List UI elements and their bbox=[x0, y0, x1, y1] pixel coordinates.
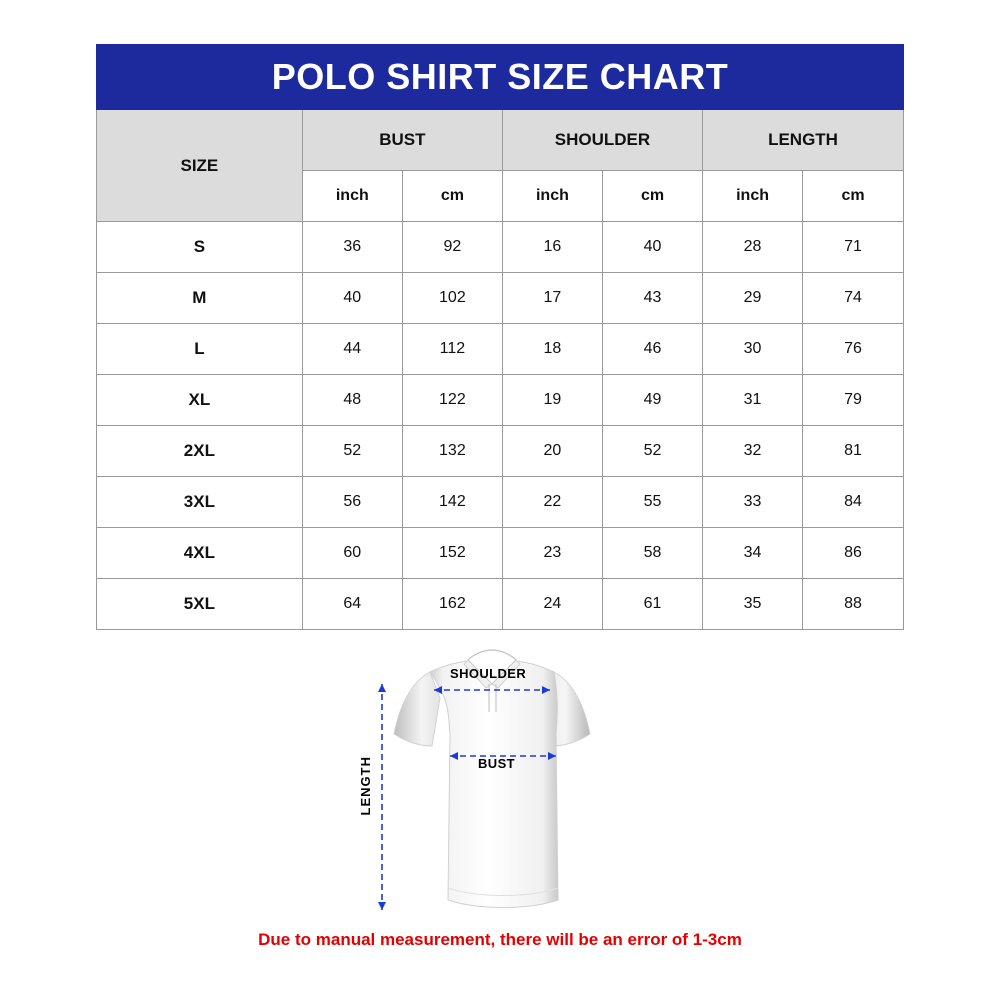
table-row bbox=[97, 324, 904, 375]
unit-length-inch: inch bbox=[703, 171, 803, 222]
column-header-shoulder: SHOULDER bbox=[502, 110, 702, 171]
unit-length-cm: cm bbox=[803, 171, 904, 222]
table-row bbox=[97, 426, 904, 477]
unit-bust-cm: cm bbox=[402, 171, 502, 222]
cell-shoulder-cm: 40 bbox=[602, 222, 702, 273]
size-chart-container bbox=[96, 44, 904, 630]
table-row bbox=[97, 222, 904, 273]
page-title: POLO SHIRT SIZE CHART bbox=[97, 45, 904, 110]
cell-length-cm: 71 bbox=[803, 222, 904, 273]
cell-bust-inch: 40 bbox=[302, 273, 402, 324]
measurement-note: Due to manual measurement, there will be an error of 1-3cm bbox=[258, 930, 742, 949]
cell-bust-inch: 64 bbox=[302, 579, 402, 630]
cell-shoulder-inch: 19 bbox=[502, 375, 602, 426]
bust-label: BUST bbox=[478, 756, 515, 771]
size-chart-table bbox=[96, 44, 904, 630]
table-row bbox=[97, 579, 904, 630]
cell-size: 4XL bbox=[97, 528, 303, 579]
cell-length-cm: 74 bbox=[803, 273, 904, 324]
cell-length-cm: 76 bbox=[803, 324, 904, 375]
cell-bust-cm: 142 bbox=[402, 477, 502, 528]
cell-bust-cm: 152 bbox=[402, 528, 502, 579]
cell-bust-inch: 48 bbox=[302, 375, 402, 426]
cell-size: L bbox=[97, 324, 303, 375]
cell-length-inch: 35 bbox=[703, 579, 803, 630]
cell-shoulder-cm: 61 bbox=[602, 579, 702, 630]
cell-shoulder-inch: 17 bbox=[502, 273, 602, 324]
polo-shirt-illustration bbox=[368, 638, 638, 928]
cell-size: 5XL bbox=[97, 579, 303, 630]
cell-length-cm: 81 bbox=[803, 426, 904, 477]
cell-bust-inch: 36 bbox=[302, 222, 402, 273]
cell-shoulder-inch: 18 bbox=[502, 324, 602, 375]
cell-shoulder-cm: 58 bbox=[602, 528, 702, 579]
cell-length-inch: 28 bbox=[703, 222, 803, 273]
shirt-body bbox=[430, 660, 558, 908]
length-arrow-bottom bbox=[378, 902, 386, 910]
cell-shoulder-cm: 46 bbox=[602, 324, 702, 375]
cell-shoulder-cm: 55 bbox=[602, 477, 702, 528]
cell-shoulder-cm: 49 bbox=[602, 375, 702, 426]
group-header-row bbox=[97, 110, 904, 171]
cell-shoulder-cm: 52 bbox=[602, 426, 702, 477]
unit-bust-inch: inch bbox=[302, 171, 402, 222]
cell-size: 2XL bbox=[97, 426, 303, 477]
unit-shoulder-inch: inch bbox=[502, 171, 602, 222]
cell-shoulder-cm: 43 bbox=[602, 273, 702, 324]
cell-length-inch: 33 bbox=[703, 477, 803, 528]
cell-bust-cm: 112 bbox=[402, 324, 502, 375]
column-header-bust: BUST bbox=[302, 110, 502, 171]
cell-size: S bbox=[97, 222, 303, 273]
cell-length-cm: 88 bbox=[803, 579, 904, 630]
column-header-size: SIZE bbox=[97, 110, 303, 222]
cell-length-inch: 31 bbox=[703, 375, 803, 426]
unit-shoulder-cm: cm bbox=[602, 171, 702, 222]
cell-bust-cm: 132 bbox=[402, 426, 502, 477]
cell-size: M bbox=[97, 273, 303, 324]
cell-shoulder-inch: 24 bbox=[502, 579, 602, 630]
cell-shoulder-inch: 16 bbox=[502, 222, 602, 273]
table-row bbox=[97, 273, 904, 324]
cell-shoulder-inch: 20 bbox=[502, 426, 602, 477]
cell-length-inch: 32 bbox=[703, 426, 803, 477]
cell-length-inch: 29 bbox=[703, 273, 803, 324]
cell-bust-cm: 92 bbox=[402, 222, 502, 273]
cell-bust-cm: 162 bbox=[402, 579, 502, 630]
cell-bust-cm: 102 bbox=[402, 273, 502, 324]
table-row bbox=[97, 375, 904, 426]
cell-bust-inch: 44 bbox=[302, 324, 402, 375]
cell-length-cm: 84 bbox=[803, 477, 904, 528]
cell-shoulder-inch: 23 bbox=[502, 528, 602, 579]
cell-size: 3XL bbox=[97, 477, 303, 528]
cell-length-cm: 86 bbox=[803, 528, 904, 579]
cell-length-inch: 30 bbox=[703, 324, 803, 375]
shoulder-label: SHOULDER bbox=[450, 666, 527, 681]
measurement-illustration bbox=[340, 628, 670, 928]
cell-bust-inch: 56 bbox=[302, 477, 402, 528]
length-label: LENGTH bbox=[358, 756, 373, 816]
cell-bust-cm: 122 bbox=[402, 375, 502, 426]
cell-length-inch: 34 bbox=[703, 528, 803, 579]
table-row bbox=[97, 477, 904, 528]
cell-length-cm: 79 bbox=[803, 375, 904, 426]
length-arrow-top bbox=[378, 684, 386, 692]
column-header-length: LENGTH bbox=[703, 110, 904, 171]
cell-shoulder-inch: 22 bbox=[502, 477, 602, 528]
cell-bust-inch: 52 bbox=[302, 426, 402, 477]
chart-title-row bbox=[97, 45, 904, 110]
cell-size: XL bbox=[97, 375, 303, 426]
shirt-left-sleeve bbox=[394, 672, 440, 746]
table-row bbox=[97, 528, 904, 579]
cell-bust-inch: 60 bbox=[302, 528, 402, 579]
